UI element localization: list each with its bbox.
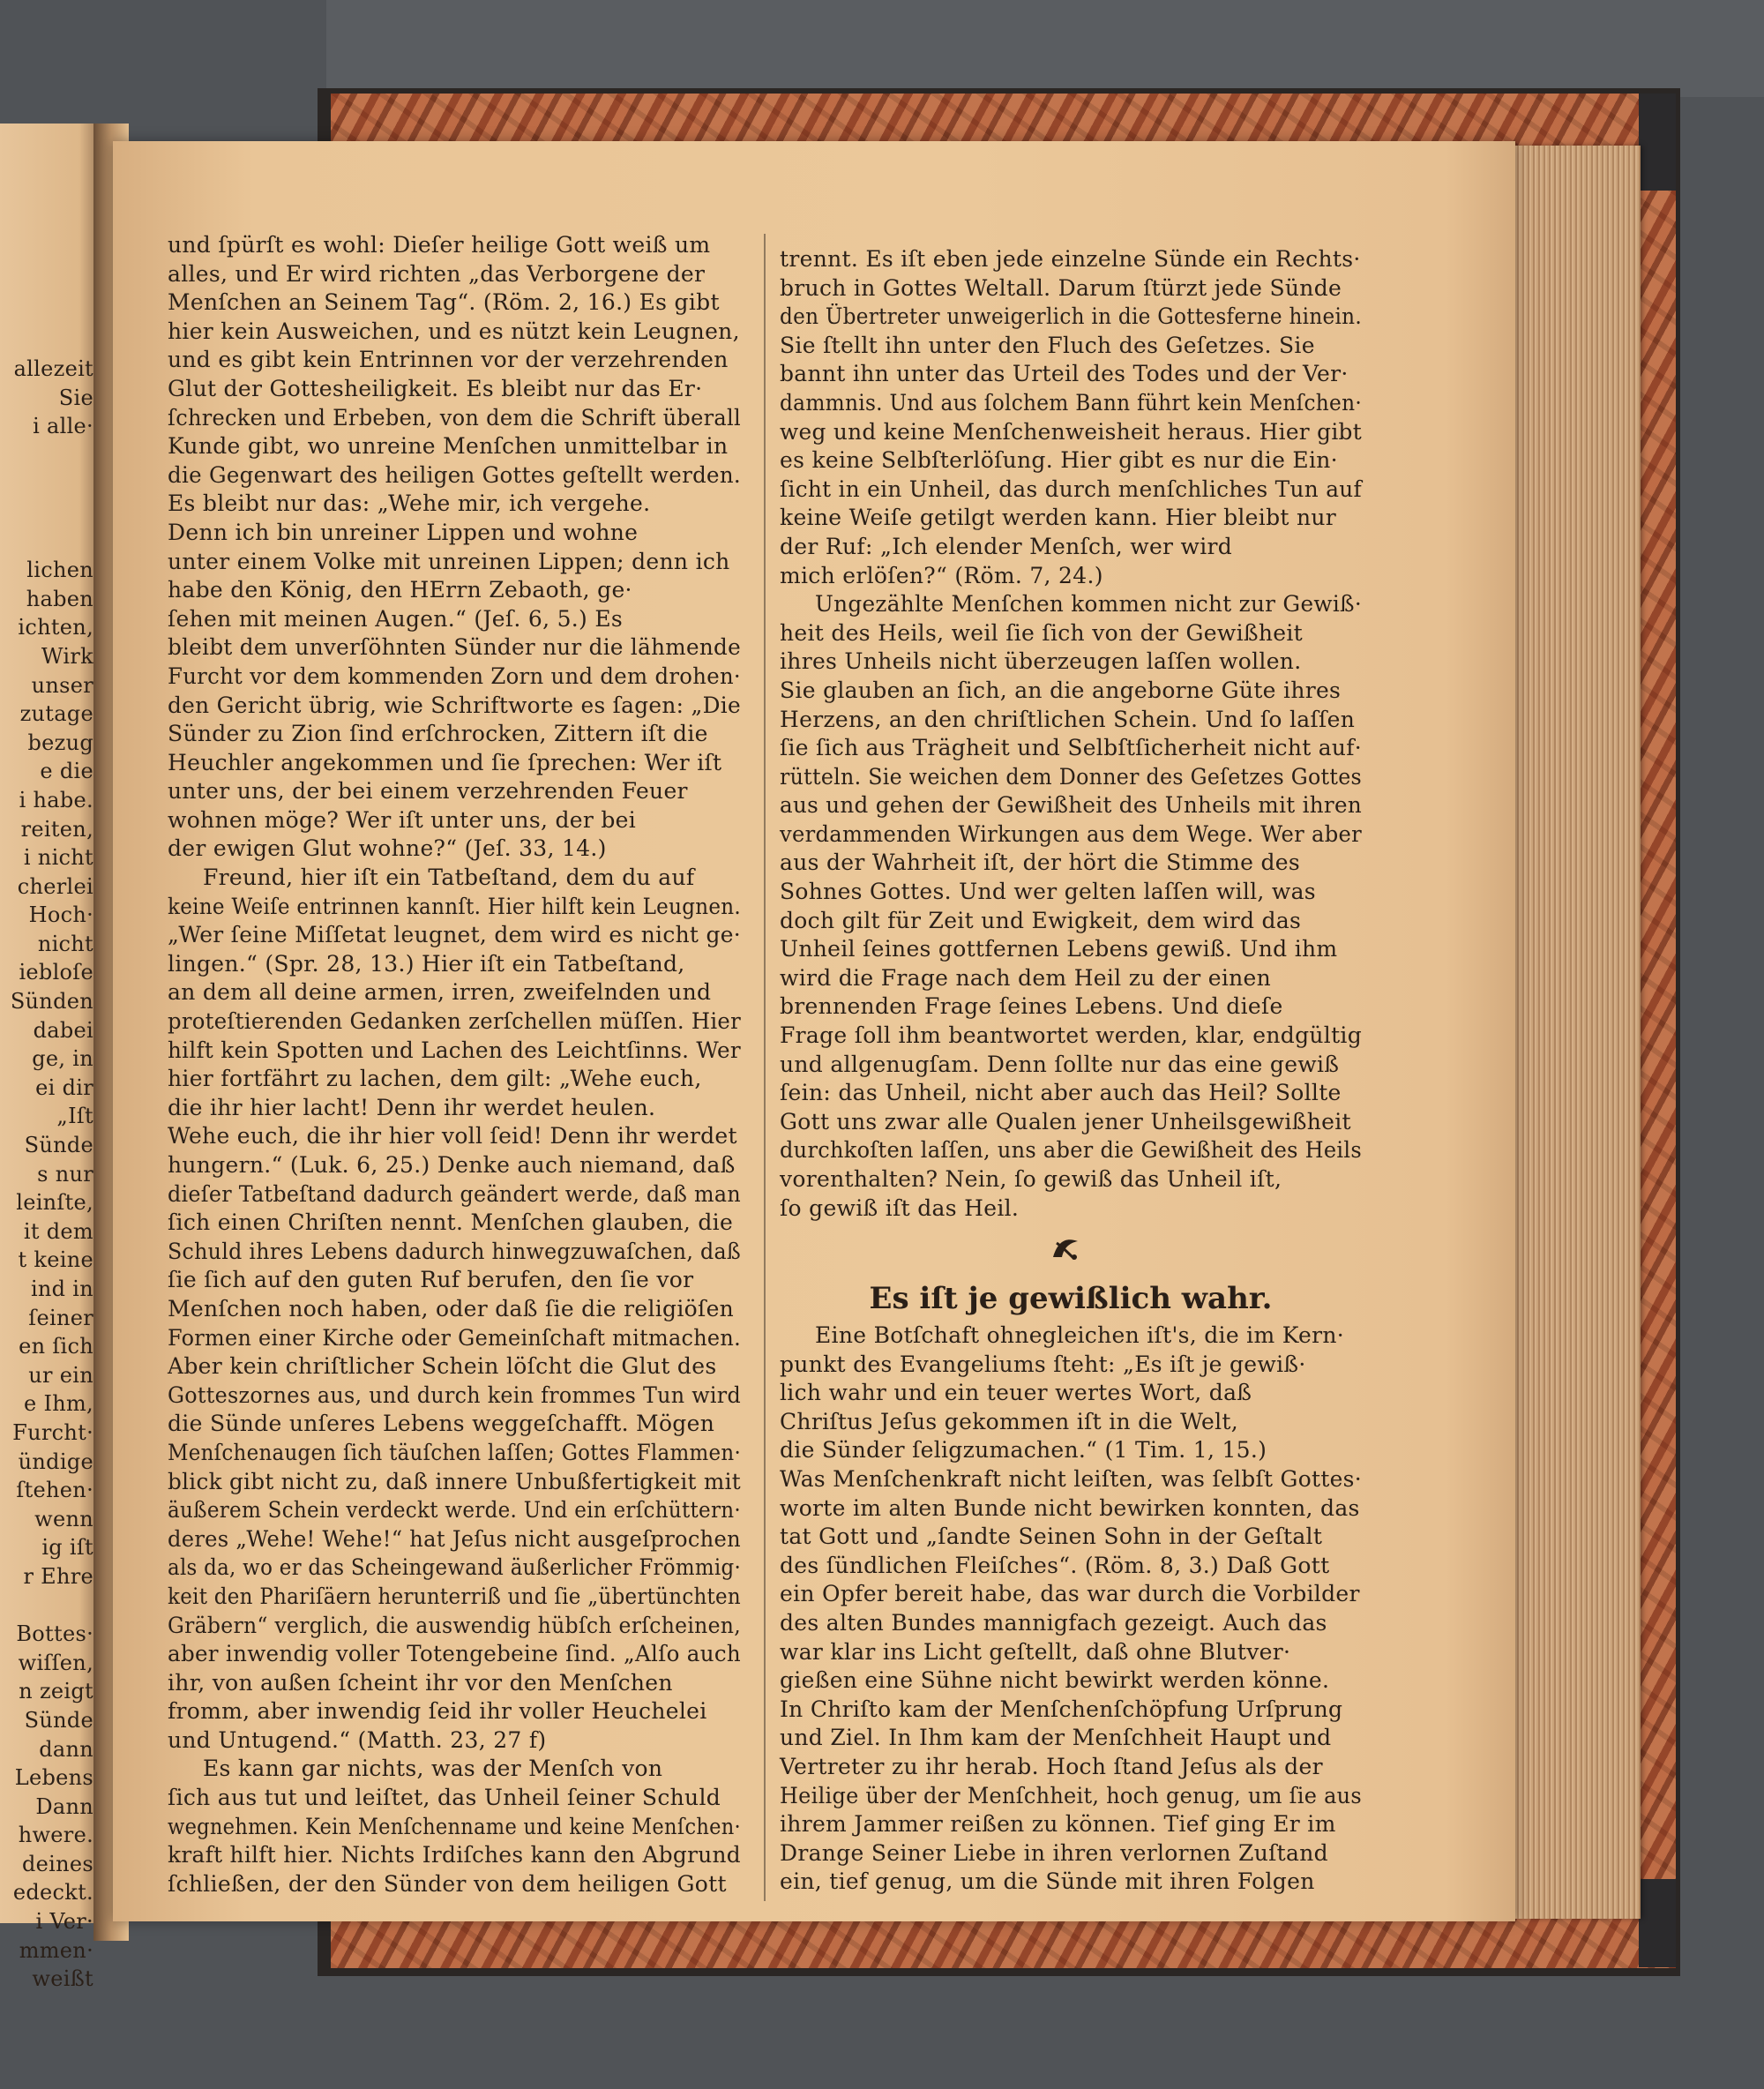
- section-ornament-icon: [1048, 1231, 1083, 1266]
- text-line: aber inwendig voller Totengebeine ſind. „Alſo auch: [168, 1641, 742, 1667]
- text-line: Glut der Gottesheiligkeit. Es bleibt nur das Er·: [168, 375, 703, 401]
- fragment-line: edeckt.: [12, 1880, 93, 1906]
- fragment-line: [0, 469, 93, 498]
- text-line: bruch in Gottes Weltall. Darum ſtürzt jede Sünde: [780, 274, 1342, 301]
- cover-corner-top: [1639, 94, 1676, 191]
- fragment-line: Sünde: [24, 1133, 93, 1158]
- text-line: Heilige über der Menſchheit, hoch genug, um ſie aus: [780, 1782, 1362, 1808]
- text-line: Chriſtus Jeſus gekommen iſt in die Welt,: [780, 1408, 1239, 1434]
- text-line: und ſpürſt es wohl: Dieſer heilige Gott weiß um: [168, 232, 711, 258]
- text-line: bleibt dem unverſöhnten Sünder nur die lähmende: [168, 634, 741, 661]
- fragment-line: n zeigt: [19, 1679, 93, 1704]
- text-line: weg und keine Menſchenweisheit heraus. Hier gibt: [780, 418, 1362, 445]
- text-line: heit des Heils, weil ſie ſich von der Gewißheit: [780, 619, 1304, 646]
- text-line: Gotteszornes aus, und durch kein frommes Tun wird: [168, 1381, 741, 1408]
- text-line: ſicht in ein Unheil, das durch menſchliches Tun auf: [780, 475, 1362, 502]
- fragment-line: e Ihm,: [24, 1391, 93, 1417]
- fragment-line: Sie: [58, 385, 93, 410]
- fragment-line: it dem: [23, 1218, 93, 1244]
- fragment-line: mmen·: [19, 1937, 93, 1963]
- fragment-line: ſtehen·: [16, 1478, 93, 1503]
- fragment-line: „Iſt: [56, 1104, 93, 1129]
- text-line: Es kann gar nichts, was der Menſch von: [203, 1756, 663, 1782]
- fragment-line: [0, 498, 93, 528]
- fragment-line: r Ehre: [23, 1563, 93, 1589]
- text-line: der ewigen Glut wohne?“ (Jeſ. 33, 14.): [168, 835, 607, 862]
- text-line: Aber kein chriſtlicher Schein löſcht die Glut des: [168, 1353, 717, 1380]
- fragment-line: [0, 441, 93, 470]
- fragment-line: ſeiner: [28, 1305, 93, 1330]
- text-line: Drange Seiner Liebe in ihren verlornen Zuſtand: [780, 1839, 1328, 1866]
- text-line: verdammenden Wirkungen aus dem Wege. Wer aber: [780, 820, 1363, 847]
- fragment-line: Furcht·: [12, 1419, 93, 1445]
- text-line: Ungezählte Menſchen kommen nicht zur Gewiß·: [815, 591, 1363, 618]
- text-line: In Chriſto kam der Menſchenſchöpfung Urſprung: [780, 1696, 1343, 1722]
- text-line: Denn ich bin unreiner Lippen und wohne: [168, 519, 639, 545]
- text-line: Schuld ihres Lebens dadurch hinwegzuwaſchen, daß: [168, 1238, 742, 1264]
- text-line: ſein: das Unheil, nicht aber auch das Heil? Sollte: [780, 1080, 1342, 1106]
- fragment-line: bezug: [27, 730, 93, 755]
- text-column-right-continued: [780, 1322, 1362, 1897]
- fragment-line: haben: [26, 586, 93, 611]
- text-line: Sie glauben an ſich, an die angeborne Güte ihres: [780, 677, 1342, 703]
- text-line: „Wer ſeine Miſſetat leugnet, dem wird es nicht ge·: [168, 922, 741, 948]
- fragment-line: Hoch·: [28, 902, 93, 928]
- text-line: Frage ſoll ihm beantwortet werden, klar, endgültig: [780, 1022, 1363, 1049]
- text-line: Sünder zu Zion ſind erſchrocken, Zittern iſt die: [168, 721, 708, 747]
- fragment-line: [0, 1591, 93, 1621]
- text-line: alles, und Er wird richten „das Verborgene der: [168, 260, 706, 287]
- text-line: kraft hilft hier. Nichts Irdiſches kann den Abgrund: [168, 1842, 741, 1868]
- fragment-line: Lebens: [14, 1765, 93, 1791]
- text-line: hungern.“ (Luk. 6, 25.) Denke auch niemand, daß: [168, 1152, 736, 1178]
- text-line: doch gilt für Zeit und Ewigkeit, dem wird das: [780, 907, 1302, 933]
- background-top: [326, 0, 1764, 97]
- text-line: Formen einer Kirche oder Gemeinſchaft mitmachen.: [168, 1324, 741, 1351]
- text-line: ſich einen Chriſten nennt. Menſchen glauben, die: [168, 1209, 734, 1236]
- fragment-line: t keine: [18, 1247, 93, 1273]
- fragment-line: i habe.: [19, 787, 93, 812]
- fragment-line: nicht: [37, 931, 93, 956]
- text-line: ſo gewiß iſt das Heil.: [780, 1194, 1020, 1221]
- fragment-line: Bottes·: [16, 1621, 93, 1647]
- text-line: Gräbern“ verglich, die auswendig hübſch erſcheinen,: [168, 1612, 741, 1638]
- text-line: die Sünde unſeres Lebens weggeſchafft. Mögen: [168, 1411, 715, 1437]
- fragment-line: leinſte,: [16, 1190, 93, 1216]
- left-page-text-fragment: [0, 355, 93, 1994]
- text-line: deres „Wehe! Wehe!“ hat Jeſus nicht ausgeſprochen: [168, 1525, 741, 1552]
- text-line: hilft kein Spotten und Lachen des Leichtſinns. Wer: [168, 1037, 741, 1063]
- text-line: des alten Bundes mannigfach gezeigt. Auch das: [780, 1609, 1327, 1636]
- text-line: Sohnes Gottes. Und wer gelten laſſen will, was: [780, 879, 1316, 905]
- text-line: Sie ſtellt ihn unter den Fluch des Geſetzes. Sie: [780, 332, 1315, 358]
- text-line: ein, tief genug, um die Sünde mit ihren Folgen: [780, 1868, 1315, 1895]
- text-line: den Übertreter unweigerlich in die Gottesferne hinein.: [780, 303, 1363, 330]
- text-line: Freund, hier iſt ein Tatbeſtand, dem du auf: [203, 865, 695, 891]
- text-line: unter uns, der bei einem verzehrenden Feuer: [168, 778, 688, 805]
- text-line: Furcht vor dem kommenden Zorn und dem drohen·: [168, 663, 741, 689]
- text-line: hier kein Ausweichen, und es nützt kein Leugnen,: [168, 318, 740, 344]
- text-line: Wehe euch, die ihr hier voll ſeid! Denn ihr werdet: [168, 1123, 737, 1149]
- text-line: ihrem Jammer reißen zu können. Tief ging Er im: [780, 1811, 1336, 1838]
- text-line: Gott uns zwar alle Qualen jener Unheilsgewißheit: [780, 1108, 1351, 1134]
- fragment-line: Sünden: [10, 989, 93, 1015]
- text-line: proteſtierenden Gedanken zerſchellen müſſen. Hier: [168, 1008, 742, 1035]
- text-line: und allgenugſam. Denn ſollte nur das eine gewiß: [780, 1051, 1340, 1077]
- fragment-line: dabei: [33, 1017, 93, 1043]
- text-line: dieſer Tatbeſtand dadurch geändert werde, daß man: [168, 1180, 741, 1207]
- fragment-line: weißt: [32, 1966, 93, 1992]
- column-divider: [764, 234, 766, 1901]
- fragment-line: ind in: [30, 1277, 93, 1301]
- text-line: Es bleibt nur das: „Wehe mir, ich vergehe.: [168, 490, 651, 517]
- text-line: mich erlöſen?“ (Röm. 7, 24.): [780, 562, 1103, 588]
- text-line: ſie ſich aus Trägheit und Selbſtſicherheit nicht auf·: [780, 735, 1363, 761]
- text-line: worte im alten Bunde nicht bewirken konnten, das: [780, 1494, 1360, 1521]
- text-line: keine Weiſe entrinnen kannſt. Hier hilft kein Leugnen.: [168, 893, 742, 919]
- text-line: und Untugend.“ (Matth. 23, 27 f): [168, 1726, 547, 1753]
- text-line: der Ruf: „Ich elender Menſch, wer wird: [780, 533, 1233, 559]
- text-line: Menſchenaugen ſich täuſchen laſſen; Gottes Flammen·: [168, 1439, 742, 1465]
- text-column-left: [168, 231, 741, 1898]
- section-heading: Es iſt je gewißlich wahr.: [869, 1281, 1273, 1316]
- text-line: und Ziel. In Ihm kam der Menſchheit Haupt und: [780, 1725, 1332, 1751]
- text-line: keine Weiſe getilgt werden kann. Hier bleibt nur: [780, 505, 1337, 531]
- text-line: die ihr hier lacht! Denn ihr werdet heulen.: [168, 1094, 656, 1120]
- fragment-line: ei dir: [35, 1074, 93, 1100]
- fragment-line: Wirk: [41, 643, 93, 669]
- fragment-line: wiſſen,: [18, 1650, 93, 1675]
- fragment-line: ge, in: [32, 1046, 93, 1072]
- text-line: Heuchler angekommen und ſie ſprechen: Wer iſt: [168, 749, 722, 775]
- fragment-line: i Ver·: [35, 1909, 93, 1935]
- text-line: durchkoſten laſſen, uns aber die Gewißheit des Heils: [780, 1137, 1363, 1164]
- text-line: habe den König, den HErrn Zebaoth, ge·: [168, 577, 632, 603]
- text-line: ein Opfer bereit habe, das war durch die Vorbilder: [780, 1581, 1360, 1607]
- fragment-line: ig iſt: [41, 1535, 93, 1561]
- fragment-line: i alle·: [33, 414, 93, 439]
- page-edges: [1499, 146, 1641, 1919]
- fragment-line: iebloſe: [19, 960, 93, 985]
- fragment-line: ur ein: [28, 1362, 93, 1388]
- text-line: Menſchen an Seinem Tag“. (Röm. 2, 16.) Es gibt: [168, 289, 720, 316]
- text-line: wohnen möge? Wer iſt unter uns, der bei: [168, 806, 637, 833]
- text-line: Kunde gibt, wo unreine Menſchen unmittelbar in: [168, 433, 729, 460]
- fragment-line: wenn: [34, 1506, 93, 1531]
- text-line: Vertreter zu ihr herab. Hoch ſtand Jeſus als der: [780, 1753, 1323, 1779]
- fragment-line: s nur: [37, 1161, 93, 1187]
- fragment-line: ündige: [18, 1449, 93, 1474]
- text-line: Herzens, an den chriſtlichen Schein. Und ſo laſſen: [780, 706, 1356, 732]
- text-line: Unheil ſeines gottfernen Lebens gewiß. Und ihm: [780, 936, 1338, 962]
- fragment-line: hwere.: [18, 1823, 93, 1848]
- text-line: unter einem Volke mit unreinen Lippen; denn ich: [168, 548, 730, 574]
- fragment-line: i nicht: [23, 845, 93, 871]
- text-line: lich wahr und ein teuer wertes Wort, daß: [780, 1380, 1252, 1406]
- text-line: Eine Botſchaft ohnegleichen iſt's, die im Kern·: [815, 1322, 1345, 1348]
- text-line: an dem all deine armen, irren, zweifelnden und: [168, 979, 712, 1006]
- fragment-line: Dann: [35, 1793, 93, 1819]
- text-line: punkt des Evangeliums ſteht: „Es iſt je gewiß·: [780, 1351, 1306, 1377]
- text-line: aus und gehen der Gewißheit des Unheils mit ihren: [780, 792, 1363, 819]
- text-line: ihr, von außen ſcheint ihr vor den Menſchen: [168, 1669, 673, 1696]
- text-line: fromm, aber inwendig ſeid ihr voller Heuchelei: [168, 1698, 707, 1725]
- fragment-line: Sünde: [24, 1707, 93, 1733]
- text-line: hier fortfährt zu lachen, dem gilt: „Wehe euch,: [168, 1066, 702, 1092]
- text-line: dammnis. Und aus ſolchem Bann führt kein Menſchen·: [780, 389, 1363, 416]
- fragment-line: en ſich: [19, 1334, 93, 1359]
- cover-corner-bottom: [1639, 1879, 1676, 1967]
- fragment-line: allezeit: [13, 356, 93, 381]
- text-line: rütteln. Sie weichen dem Donner des Geſetzes Gottes: [780, 763, 1362, 790]
- text-line: ſich aus tut und leiſtet, das Unheil ſeiner Schuld: [168, 1785, 721, 1811]
- text-line: Menſchen noch haben, oder daß ſie die religiöſen: [168, 1295, 735, 1322]
- text-line: blick gibt nicht zu, daß innere Unbußfertigkeit mit: [168, 1468, 741, 1494]
- text-line: vorenthalten? Nein, ſo gewiß das Unheil iſt,: [780, 1166, 1282, 1192]
- text-line: war klar ins Licht geſtellt, daß ohne Blutver·: [780, 1638, 1291, 1665]
- text-line: äußerem Schein verdeckt werde. Und ein erſchüttern·: [168, 1497, 741, 1524]
- text-line: die Sünder ſeligzumachen.“ (1 Tim. 1, 15.): [780, 1437, 1267, 1464]
- fragment-line: zutage: [19, 701, 93, 727]
- text-line: wegnehmen. Kein Menſchenname und keine Menſchen·: [168, 1813, 741, 1839]
- text-line: Was Menſchenkraft nicht leiſten, was ſelbſt Gottes·: [780, 1465, 1362, 1492]
- fragment-line: dann: [39, 1736, 93, 1762]
- text-line: ihres Unheils nicht überzeugen laſſen wollen.: [780, 648, 1302, 675]
- fragment-line: cherlei: [17, 873, 93, 899]
- text-line: tat Gott und „ſandte Seinen Sohn in der Geſtalt: [780, 1524, 1323, 1550]
- text-line: und es gibt kein Entrinnen vor der verzehrenden: [168, 347, 729, 373]
- fragment-line: [0, 528, 93, 557]
- fragment-line: e die: [40, 759, 93, 784]
- text-line: trennt. Es iſt eben jede einzelne Sünde ein Rechts·: [780, 246, 1361, 272]
- text-line: gießen eine Sühne nicht bewirkt werden könne.: [780, 1667, 1330, 1694]
- fragment-line: reiten,: [20, 816, 93, 842]
- text-line: als da, wo er das Scheingewand äußerlicher Frömmig·: [168, 1554, 742, 1581]
- text-line: brennenden Frage ſeines Lebens. Und dieſe: [780, 993, 1283, 1020]
- text-line: ſie ſich auf den guten Ruf berufen, den ſie vor: [168, 1267, 694, 1293]
- text-line: lingen.“ (Spr. 28, 13.) Hier iſt ein Tatbeſtand,: [168, 950, 685, 977]
- fragment-line: deines: [21, 1851, 93, 1876]
- text-column-right: [780, 245, 1362, 1223]
- text-line: wird die Frage nach dem Heil zu der einen: [780, 964, 1272, 991]
- fragment-line: unser: [31, 672, 93, 698]
- text-line: aus der Wahrheit iſt, der hört die Stimme des: [780, 850, 1301, 876]
- text-line: es keine Selbſterlöſung. Hier gibt es nur die Ein·: [780, 447, 1338, 474]
- text-line: ſchließen, der den Sünder von dem heiligen Gott: [168, 1870, 727, 1897]
- text-line: ſehen mit meinen Augen.“ (Jeſ. 6, 5.) Es: [168, 605, 624, 632]
- text-line: keit den Phariſäern herunterriß und ſie „übertünchten: [168, 1583, 742, 1609]
- left-page: [0, 124, 106, 1992]
- fragment-line: ichten,: [18, 615, 93, 640]
- text-line: die Gegenwart des heiligen Gottes geſtellt werden.: [168, 461, 741, 488]
- text-line: des ſündlichen Fleiſches“. (Röm. 8, 3.) Daß Gott: [780, 1552, 1330, 1578]
- text-line: bannt ihn unter das Urteil des Todes und der Ver·: [780, 361, 1349, 387]
- fragment-line: lichen: [26, 558, 93, 583]
- text-line: ſchrecken und Erbeben, von dem die Schrift überall: [168, 404, 742, 431]
- text-line: den Gericht übrig, wie Schriftworte es ſagen: „Die: [168, 692, 742, 718]
